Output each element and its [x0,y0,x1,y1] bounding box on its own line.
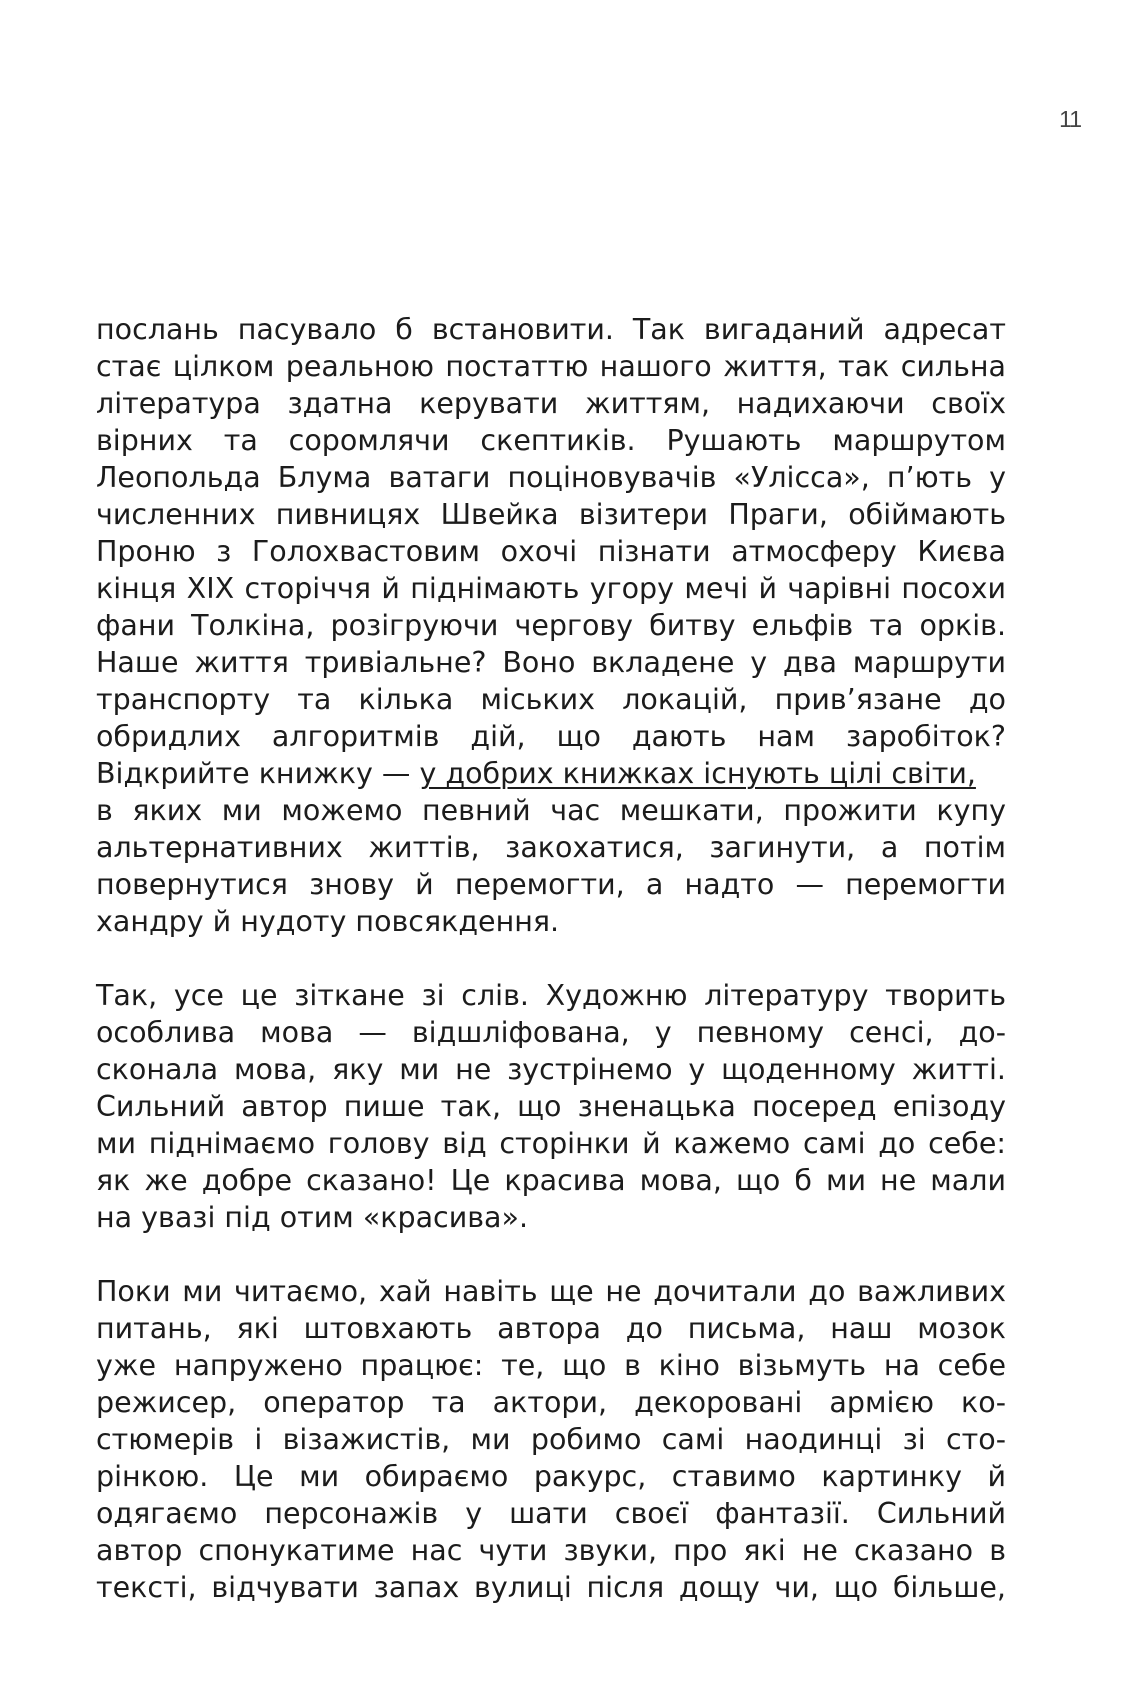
text-line: рінкою. Це ми обираємо ракурс, ставимо картинку й [96,1460,1006,1493]
text-line: особлива мова — відшліфована, у певному сенсі, до- [96,1016,1006,1049]
text-line: Сильний автор пише так, що зненацька посеред епізоду [96,1090,1006,1123]
text-line: обридлих алгоритмів дій, що дають нам заробіток? [96,720,1006,753]
pen-underlined-phrase: у добрих книжках існують цілі світи, [419,757,976,790]
text-line: повернутися знову й перемогти, а надто — перемогти [96,868,1006,901]
text-line: як же добре сказано! Це красива мова, що б ми не мали [96,1164,1006,1197]
text-line: транспорту та кілька міських локацій, прив’язане до [96,683,1006,716]
text-line: режисер, оператор та актори, декоровані армією ко- [96,1386,1006,1419]
paragraph-2 [96,977,1006,1236]
text-line: фани Толкіна, розігруючи чергову битву ельфів та орків. [96,609,1006,642]
text-line: Поки ми читаємо, хай навіть ще не дочитали до важливих [96,1275,1006,1308]
text-line: література здатна керувати життям, надихаючи своїх [96,387,1006,420]
paragraph-1 [96,311,1006,940]
text-line: уже напружено працює: те, що в кіно візьмуть на себе [96,1349,1006,1382]
text-line: тексті, відчувати запах вулиці після дощу чи, що більше, [96,1571,1006,1604]
text-line: автор спонукатиме нас чути звуки, про які не сказано в [96,1534,1006,1567]
text-line-underlined [96,755,1006,792]
page-number: 11 [1059,106,1081,132]
text-segment: Відкрийте книжку — [96,757,420,790]
text-line: питань, які штовхають автора до письма, наш мозок [96,1312,1006,1345]
text-line: ми піднімаємо голову від сторінки й кажемо самі до себе: [96,1127,1006,1160]
text-line: в яких ми можемо певний час мешкати, прожити купу [96,794,1006,827]
text-line: Леопольда Блума ватаги поціновувачів «Улісса», п’ють у [96,461,1006,494]
text-line: Проню з Голохвастовим охочі пізнати атмосферу Києва [96,535,1006,568]
text-line: хандру й нудоту повсякдення. [96,905,560,938]
text-line: стюмерів і візажистів, ми робимо самі наодинці зі сто- [96,1423,1006,1456]
text-line: послань пасувало б встановити. Так вигаданий адресат [96,313,1006,346]
text-line: стає цілком реальною постаттю нашого життя, так сильна [96,350,1006,383]
paragraph-3 [96,1273,1006,1606]
text-line: вірних та соромлячи скептиків. Рушають маршрутом [96,424,1006,457]
text-line: Наше життя тривіальне? Воно вкладене у два маршрути [96,646,1006,679]
text-line: кінця XIX сторіччя й піднімають угору мечі й чарівні посохи [96,572,1006,605]
body-text [96,311,1006,1643]
text-line: численних пивницях Швейка візитери Праги, обіймають [96,498,1006,531]
text-line: на увазі під отим «красива». [96,1201,529,1234]
text-line: сконала мова, яку ми не зустрінемо у щоденному житті. [96,1053,1006,1086]
text-line: Так, усе це зіткане зі слів. Художню літературу творить [96,979,1006,1012]
text-line: альтернативних життів, закохатися, загинути, а потім [96,831,1006,864]
text-line: одягаємо персонажів у шати своєї фантазії. Сильний [96,1497,1006,1530]
